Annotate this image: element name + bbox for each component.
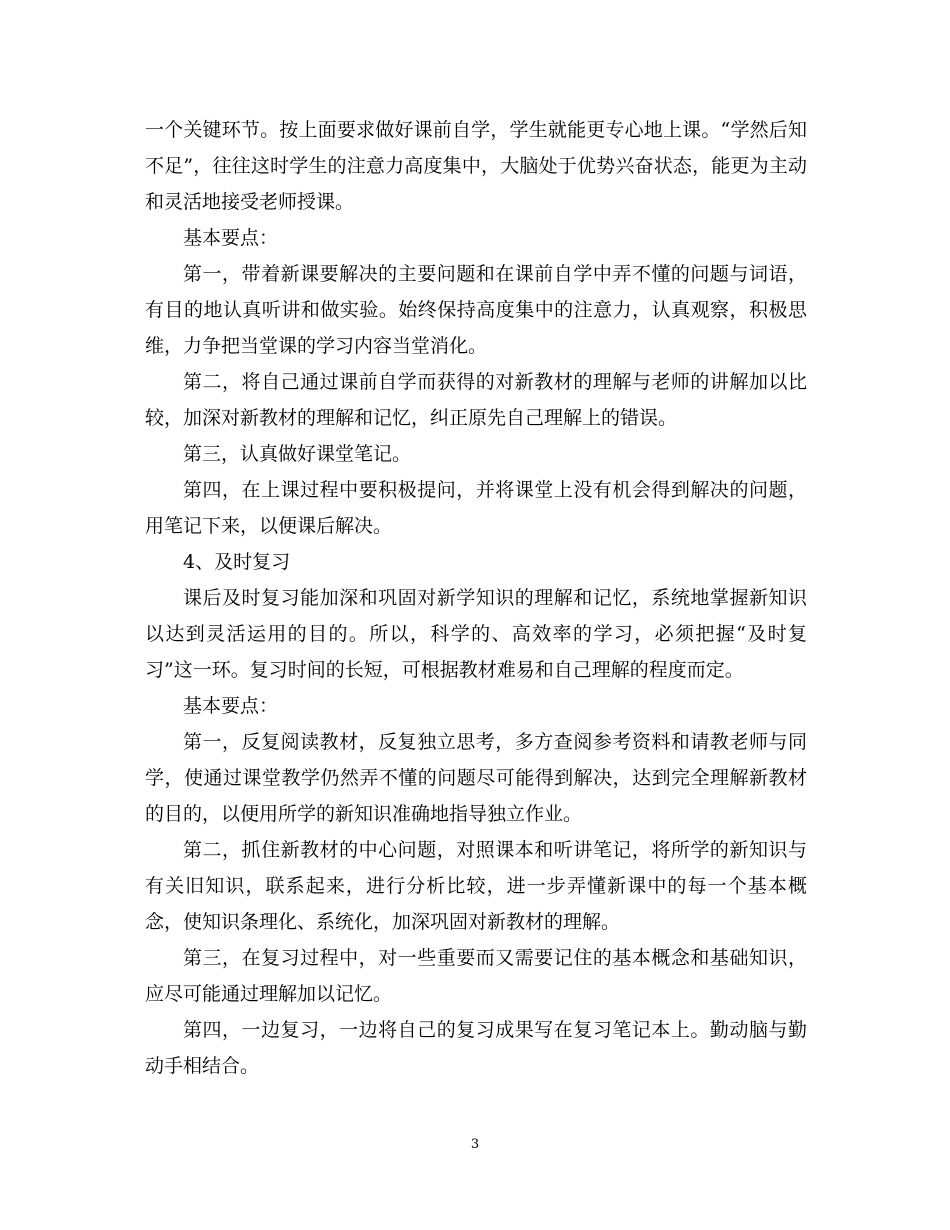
- paragraph-review-intro: 课后及时复习能加深和巩固对新学知识的理解和记忆，系统地掌握新知识以达到灵活运用的目的。所以，科学的、高效率的学习，必须把握“及时复习”这一环。复习时间的长短，可根据教材难易和自己理解的程度而定。: [145, 587, 807, 681]
- page-number: 3: [470, 1137, 480, 1152]
- paragraph-review-point-3: 第三，在复习过程中，对一些重要而又需要记住的基本概念和基础知识，应尽可能通过理解加以记忆。: [145, 947, 807, 1005]
- paragraph-review-point-2: 第二，抓住新教材的中心问题，对照课本和听讲笔记，将所学的新知识与有关旧知识，联系起来，进行分析比较，进一步弄懂新课中的每一个基本概念，使知识条理化、系统化，加深巩固对新教材的理解。: [145, 839, 807, 933]
- paragraph-review-point-4: 第四，一边复习，一边将自己的复习成果写在复习笔记本上。勤动脑与勤动手相结合。: [145, 1019, 807, 1077]
- paragraph-point-2: 第二，将自己通过课前自学而获得的对新教材的理解与老师的讲解加以比较，加深对新教材的理解和记忆，纠正原先自己理解上的错误。: [145, 371, 807, 429]
- paragraph-heading-key-points-2: 基本要点：: [183, 695, 279, 717]
- paragraph-continued: 一个关键环节。按上面要求做好课前自学，学生就能更专心地上课。“学然后知不足”，往往这时学生的注意力高度集中，大脑处于优势兴奋状态，能更为主动和灵活地接受老师授课。: [145, 119, 807, 213]
- paragraph-point-1: 第一，带着新课要解决的主要问题和在课前自学中弄不懂的问题与词语，有目的地认真听讲和做实验。始终保持高度集中的注意力，认真观察，积极思维，力争把当堂课的学习内容当堂消化。: [145, 263, 807, 357]
- paragraph-review-point-1: 第一，反复阅读教材，反复独立思考，多方查阅参考资料和请教老师与同学，使通过课堂教学仍然弄不懂的问题尽可能得到解决，达到完全理解新教材的目的，以便用所学的新知识准确地指导独立作业。: [145, 731, 807, 825]
- paragraph-point-3: 第三，认真做好课堂笔记。: [183, 443, 412, 465]
- paragraph-heading-key-points: 基本要点：: [183, 227, 279, 249]
- paragraph-point-4: 第四，在上课过程中要积极提问，并将课堂上没有机会得到解决的问题，用笔记下来，以便课后解决。: [145, 479, 807, 537]
- section-heading-review: 4、及时复习: [183, 551, 291, 573]
- document-body: [145, 112, 807, 1084]
